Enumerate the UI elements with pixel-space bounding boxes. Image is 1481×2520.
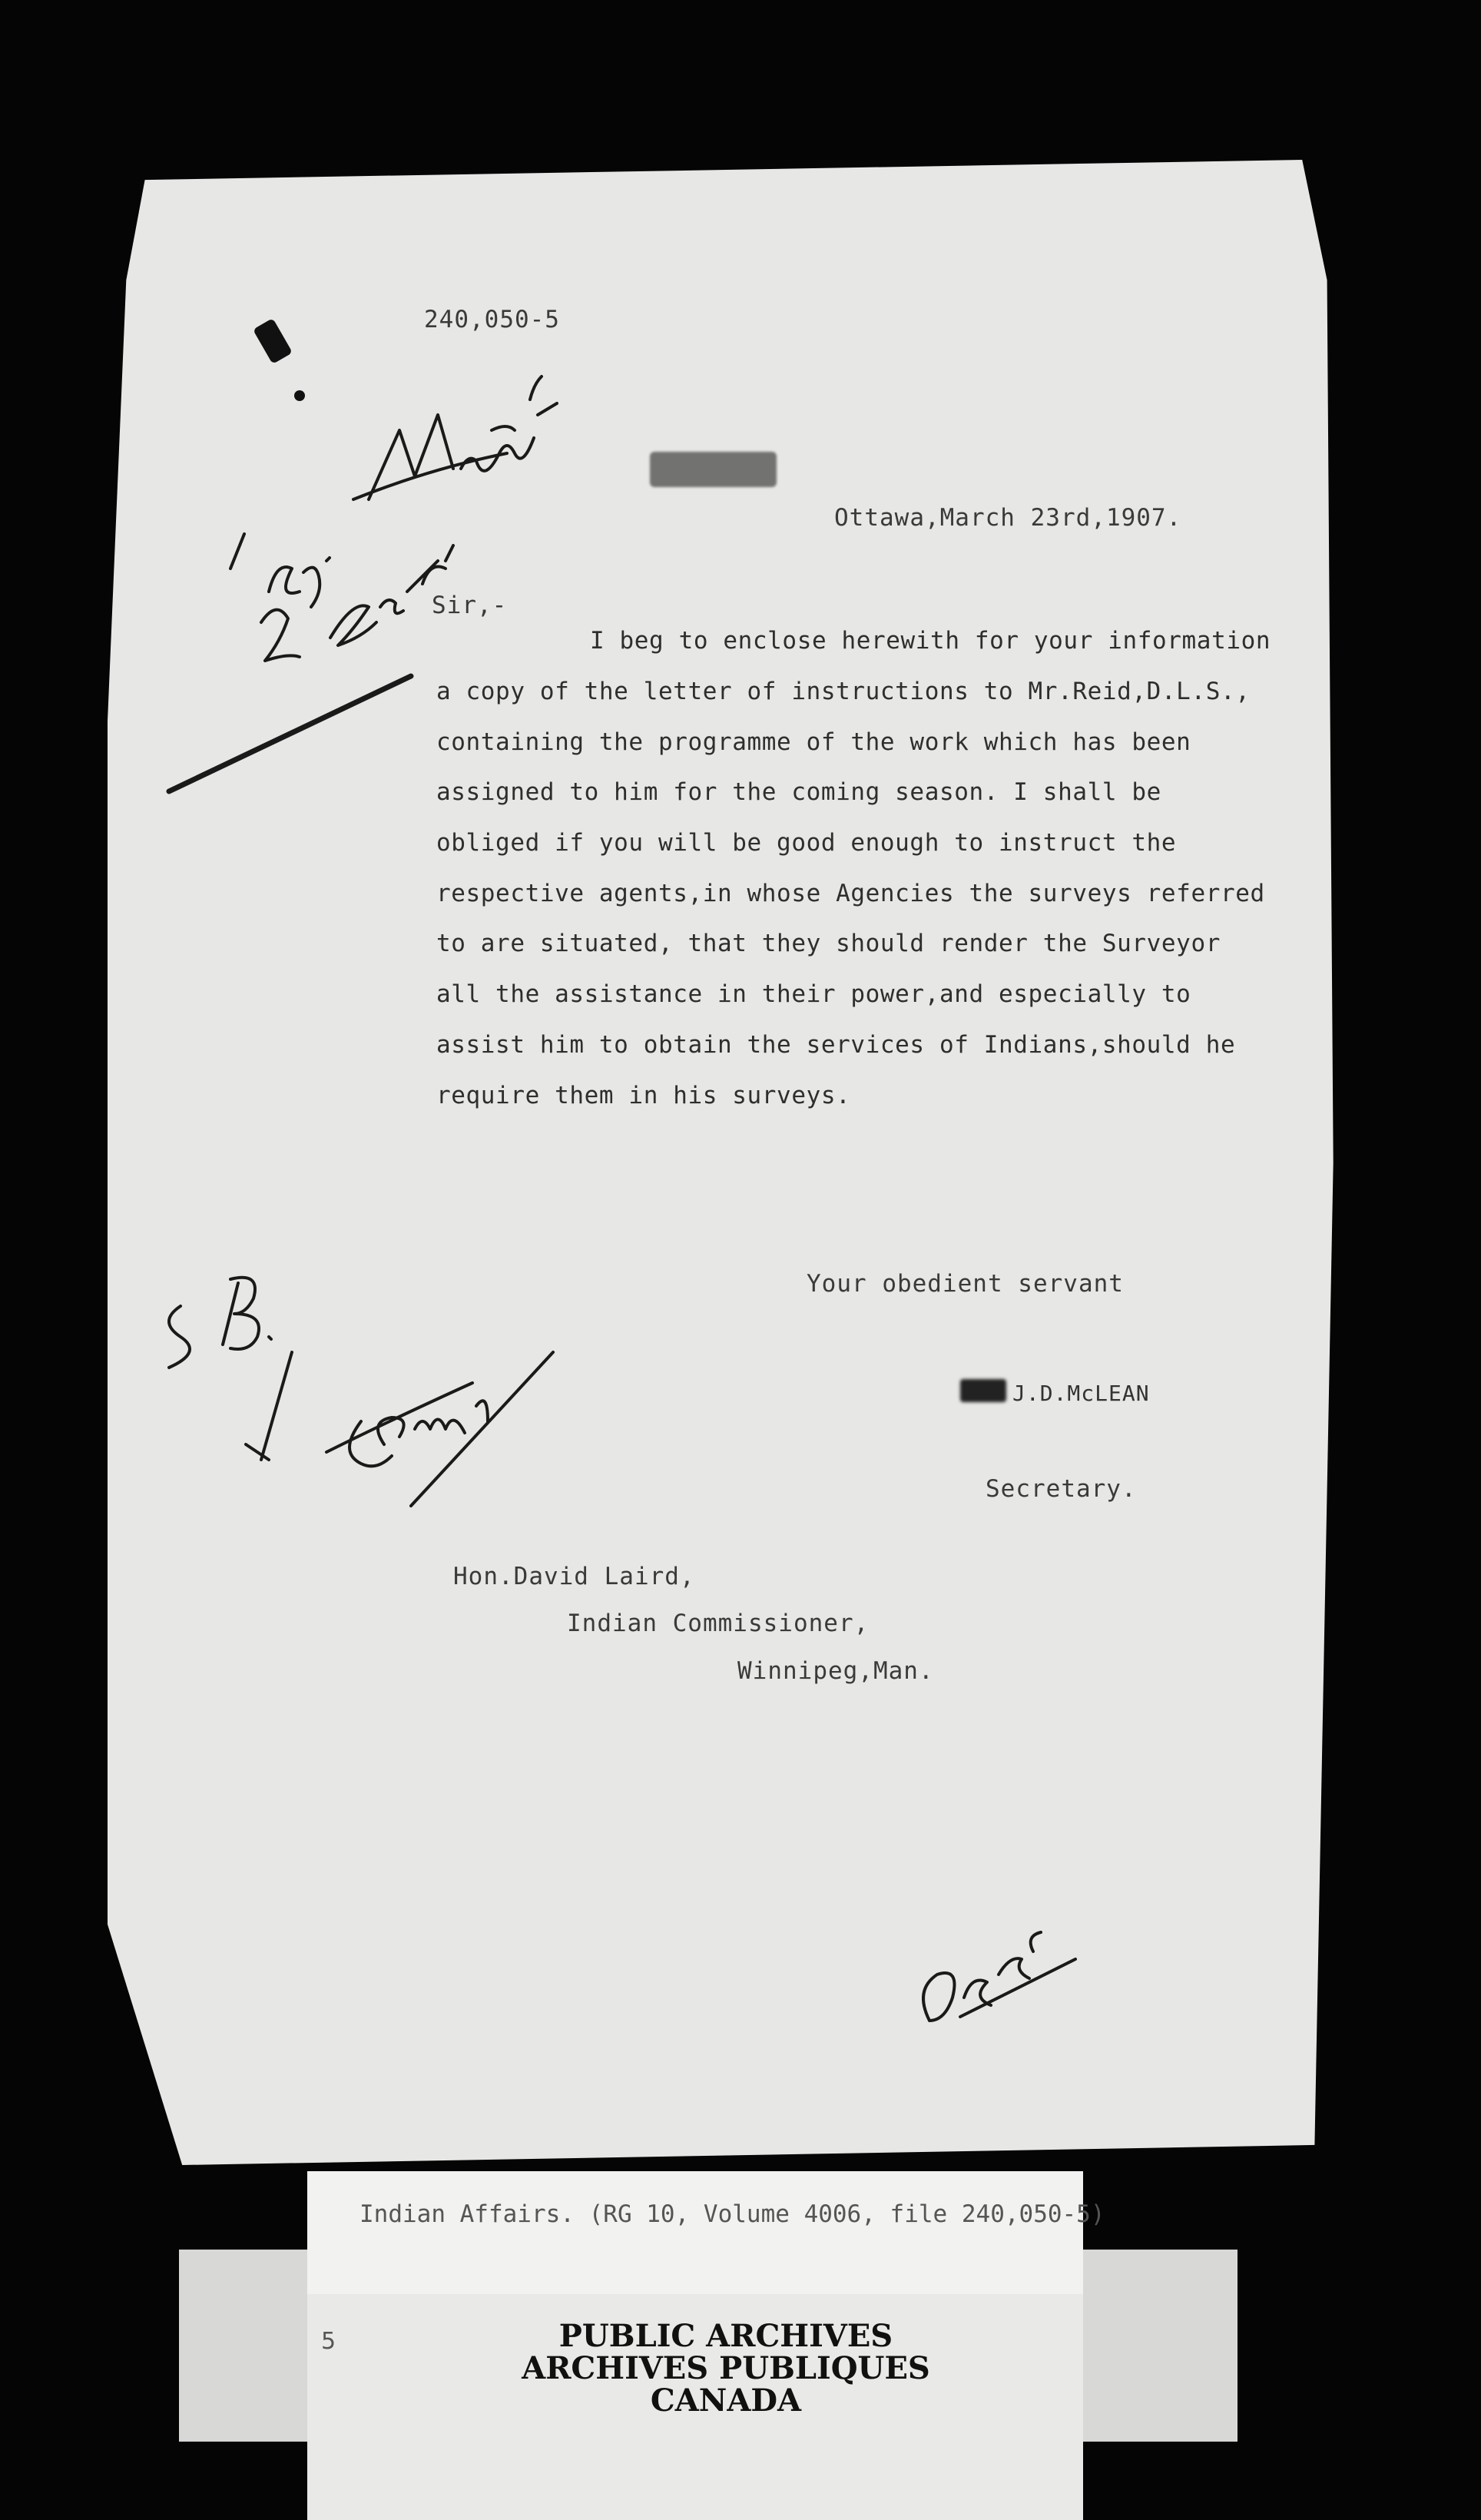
body-line: a copy of the letter of instructions to Mr.Reid,D.L.S., <box>436 678 1251 705</box>
handwriting-sb <box>169 1278 271 1368</box>
body-line: respective agents,in whose Agencies the surveys referred <box>436 880 1265 907</box>
body-line: require them in his surveys. <box>436 1082 851 1109</box>
addressee-name: Hon.David Laird, <box>453 1563 695 1590</box>
salutation: Sir,- <box>432 592 508 619</box>
signer-title: Secretary. <box>986 1475 1137 1503</box>
body-line: to are situated, that they should render the Surveyor <box>436 930 1221 957</box>
stamp-line-1: PUBLIC ARCHIVES <box>558 2318 893 2354</box>
body-line: assigned to him for the coming season. I shall be <box>436 778 1161 806</box>
archive-stamp <box>469 2320 983 2428</box>
date-line: Ottawa,March 23rd,1907. <box>834 504 1182 532</box>
signature: J.D.McLEAN <box>1012 1381 1150 1406</box>
body-line: obliged if you will be good enough to instruct the <box>436 829 1177 857</box>
archive-reference: Indian Affairs. (RG 10, Volume 4006, file 240,050-5) <box>359 2200 1105 2228</box>
file-number: 240,050-5 <box>424 306 560 333</box>
handwriting-j <box>246 1352 292 1460</box>
handwriting-secty <box>261 545 453 661</box>
body-line: assist him to obtain the services of Indians,should he <box>436 1031 1236 1059</box>
body-line: I beg to enclose herewith for your information <box>590 627 1271 655</box>
frame-number: 5 <box>321 2328 336 2355</box>
closing: Your obedient servant <box>807 1270 1124 1298</box>
stamp-line-2: ARCHIVES PUBLIQUES <box>522 2350 930 2386</box>
body-line: containing the programme of the work which has been <box>436 728 1191 756</box>
handwriting-compt <box>326 1352 553 1506</box>
body-line: all the assistance in their power,and especially to <box>436 980 1191 1008</box>
strike-line <box>169 676 411 791</box>
addressee-city: Winnipeg,Man. <box>737 1657 934 1685</box>
stamp-line-3: CANADA <box>650 2382 802 2419</box>
reference-label <box>307 2171 1105 2294</box>
handwriting-minister <box>230 376 557 607</box>
addressee-office: Indian Commissioner, <box>567 1610 870 1637</box>
handwriting-des <box>923 1932 1075 2021</box>
